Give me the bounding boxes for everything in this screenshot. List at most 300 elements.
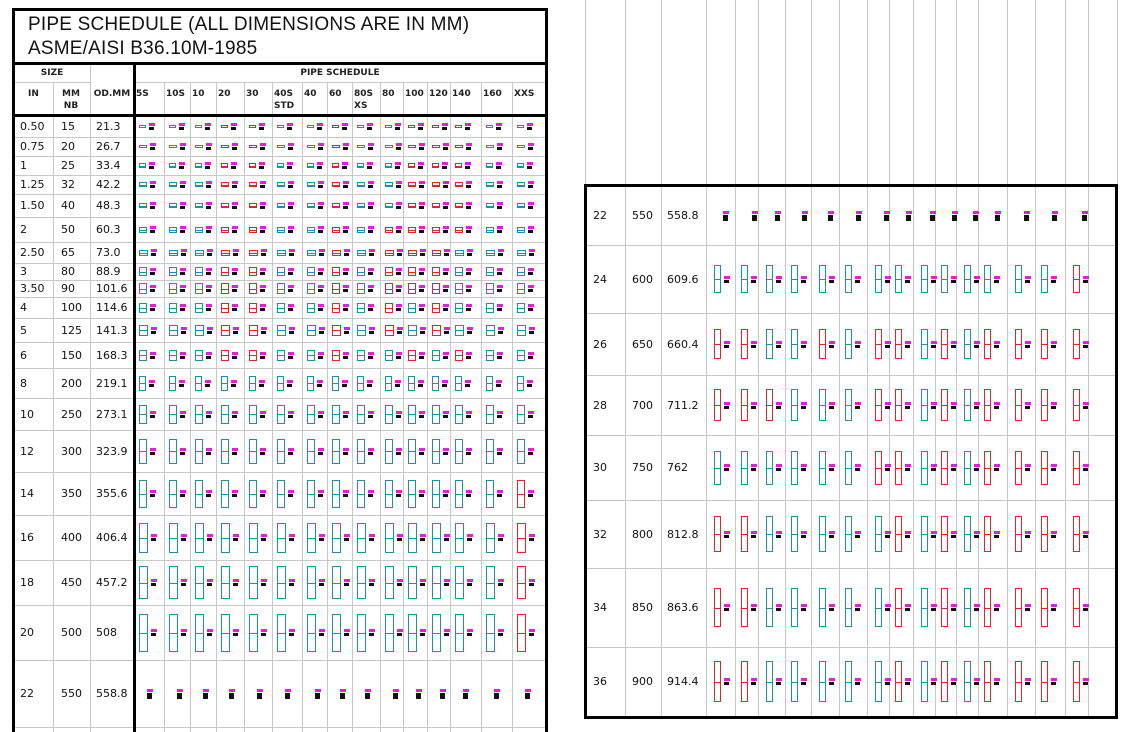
pipe-label <box>318 202 324 209</box>
grid-line <box>867 186 868 716</box>
pipe-outline-icon <box>1041 265 1048 293</box>
pipe-outline-icon <box>357 350 365 361</box>
schedule-label-mark <box>496 127 501 130</box>
pipe-outline-icon <box>486 182 494 187</box>
schedule-label-mark <box>343 185 348 188</box>
pipe-label <box>365 689 371 699</box>
pipe-label <box>396 448 402 455</box>
schedule-label-mark <box>994 535 999 538</box>
pipe-section-icon <box>249 297 266 318</box>
pipe-label <box>232 285 238 292</box>
pipe-section-icon <box>249 368 265 398</box>
pipe-outline-icon <box>221 350 229 361</box>
schedule-label-mark <box>368 415 373 418</box>
pipe-section-icon <box>195 175 212 194</box>
size-label-mark <box>931 604 937 607</box>
cell-size-mm: 65 <box>61 246 75 259</box>
pipe-section-icon <box>895 647 911 716</box>
grid-line <box>585 0 586 186</box>
pipe-outline-icon <box>357 405 365 424</box>
pipe-outline-icon <box>1073 265 1080 293</box>
schedule-label-mark <box>724 468 729 471</box>
pipe-label <box>1051 341 1057 348</box>
pipe-outline-icon <box>432 439 440 464</box>
size-label-mark <box>317 162 323 165</box>
size-label-mark <box>318 304 324 307</box>
size-label-mark <box>419 304 425 307</box>
schedule-label-mark <box>420 331 425 334</box>
schedule-label-mark <box>801 280 806 283</box>
pipe-label <box>206 448 212 455</box>
pipe-label <box>344 579 350 586</box>
schedule-label-mark <box>801 608 806 611</box>
size-label-mark <box>497 226 503 229</box>
size-label-mark <box>1051 464 1057 467</box>
schedule-label-mark <box>529 583 534 586</box>
schedule-label-mark <box>994 345 999 348</box>
pipe-label <box>465 380 471 387</box>
pipe-label <box>801 678 807 685</box>
size-label-mark <box>344 327 350 330</box>
size-label-mark <box>951 678 957 681</box>
schedule-label-mark <box>260 185 265 188</box>
pipe-label <box>855 341 861 348</box>
size-label-mark <box>973 211 979 214</box>
size-label-mark <box>288 352 294 355</box>
size-label-mark <box>229 689 235 692</box>
pipe-outline-icon <box>432 350 440 361</box>
pipe-outline-icon <box>277 614 286 652</box>
pipe-label-only <box>949 186 958 245</box>
pipe-label <box>232 226 238 233</box>
size-label-mark <box>801 531 807 534</box>
pipe-label <box>396 352 402 359</box>
pipe-outline-icon <box>221 566 230 599</box>
schedule-label-mark <box>342 384 347 387</box>
pipe-section-icon <box>455 342 472 368</box>
pipe-outline-icon <box>766 451 773 485</box>
pipe-outline-icon <box>139 182 147 187</box>
pipe-label <box>497 304 503 311</box>
pipe-outline-icon <box>455 250 464 256</box>
pipe-label <box>150 181 156 188</box>
pipe-outline-icon <box>139 163 146 168</box>
size-label-mark <box>420 579 426 582</box>
pipe-label <box>344 249 350 256</box>
pipe-label <box>318 181 324 188</box>
grid-line <box>758 0 759 186</box>
size-label-mark <box>180 448 186 451</box>
schedule-label-mark <box>369 253 374 256</box>
pipe-label <box>527 162 533 169</box>
schedule-label-mark <box>150 230 155 233</box>
schedule-label-mark <box>203 696 208 699</box>
pipe-label <box>206 268 212 275</box>
pipe-outline-icon <box>921 661 928 702</box>
pipe-label <box>994 276 1000 283</box>
pipe-section-icon <box>139 515 157 560</box>
pipe-section-icon <box>845 647 861 716</box>
schedule-label-mark <box>147 696 152 699</box>
cell-size-in: 1.50 <box>20 199 45 212</box>
pipe-label <box>498 629 504 636</box>
schedule-label-mark <box>1025 608 1030 611</box>
schedule-label-mark <box>180 289 185 292</box>
pipe-label <box>801 276 807 283</box>
grid-line <box>978 0 979 186</box>
size-label-mark <box>318 202 324 205</box>
grid-line <box>935 0 936 186</box>
pipe-label <box>467 249 473 256</box>
schedule-label-mark <box>151 253 156 256</box>
pipe-label <box>419 304 425 311</box>
schedule-label-mark <box>368 206 373 209</box>
pipe-label <box>466 181 472 188</box>
schedule-label-mark <box>442 166 447 169</box>
pipe-section-icon <box>385 515 403 560</box>
size-label-mark <box>232 411 238 414</box>
pipe-outline-icon <box>249 566 258 599</box>
pipe-label <box>931 341 937 348</box>
size-label-mark <box>231 123 237 126</box>
pipe-label <box>289 534 295 541</box>
size-label-mark <box>180 304 186 307</box>
pipe-section-icon <box>332 242 350 263</box>
size-label-mark <box>233 249 239 252</box>
schedule-label-mark <box>396 308 401 311</box>
size-label-mark <box>466 181 472 184</box>
pipe-label <box>180 411 186 418</box>
pipe-outline-icon <box>169 182 177 187</box>
header-schedule-120: 120 <box>429 89 448 99</box>
header-od: OD.MM <box>93 89 131 99</box>
pipe-outline-icon <box>139 350 147 361</box>
pipe-outline-icon <box>408 566 417 599</box>
schedule-label-mark <box>442 384 447 387</box>
size-label-mark <box>776 464 782 467</box>
schedule-label-mark <box>885 406 890 409</box>
size-label-mark <box>319 249 325 252</box>
pipe-label <box>288 411 294 418</box>
pipe-section-icon <box>517 263 534 280</box>
size-label-mark <box>885 402 891 405</box>
pipe-section-icon <box>1041 568 1057 647</box>
schedule-label-mark <box>289 331 294 334</box>
pipe-section-icon <box>139 263 156 280</box>
size-label-mark <box>528 143 534 146</box>
schedule-label-mark <box>905 345 910 348</box>
schedule-label-mark <box>419 356 424 359</box>
pipe-label <box>150 352 156 359</box>
size-label-mark <box>974 464 980 467</box>
pipe-section-icon <box>1015 500 1031 568</box>
pipe-section-icon <box>845 375 861 435</box>
schedule-label-mark <box>367 166 372 169</box>
pipe-outline-icon <box>408 439 416 464</box>
size-label-mark <box>420 534 426 537</box>
schedule-label-mark <box>466 308 471 311</box>
schedule-label-mark <box>343 415 348 418</box>
pipe-section-icon <box>845 568 861 647</box>
pipe-outline-icon <box>486 614 495 652</box>
schedule-label-mark <box>905 280 910 283</box>
cell-od-mm: 21.3 <box>96 120 121 133</box>
pipe-outline-icon <box>249 267 257 276</box>
schedule-label-mark <box>151 538 156 541</box>
pipe-label <box>396 411 402 418</box>
pipe-section-icon <box>486 156 502 175</box>
pipe-section-icon <box>486 368 502 398</box>
size-label-mark <box>724 604 730 607</box>
schedule-label-mark <box>368 452 373 455</box>
schedule-label-mark <box>855 682 860 685</box>
schedule-label-mark <box>205 127 210 130</box>
pipe-section-icon <box>455 398 472 430</box>
size-label-mark <box>443 304 449 307</box>
pipe-outline-icon <box>307 325 316 336</box>
pipe-label <box>343 202 349 209</box>
pipe-label <box>318 285 324 292</box>
pipe-outline-icon <box>249 350 257 361</box>
schedule-label-mark <box>855 345 860 348</box>
pipe-outline-icon <box>791 389 798 421</box>
size-label-mark <box>443 352 449 355</box>
pipe-outline-icon <box>169 614 178 652</box>
schedule-label-mark <box>233 633 238 636</box>
pipe-label <box>931 276 937 283</box>
schedule-label-mark <box>319 583 324 586</box>
pipe-outline-icon <box>332 325 341 336</box>
pipe-label <box>829 604 835 611</box>
schedule-label-mark <box>885 345 890 348</box>
schedule-label-mark <box>466 206 471 209</box>
pipe-label <box>289 579 295 586</box>
schedule-label-mark <box>180 272 185 275</box>
schedule-label-mark <box>528 230 533 233</box>
grid-line <box>1035 186 1036 716</box>
size-label-mark <box>344 629 350 632</box>
pipe-label <box>442 380 448 387</box>
schedule-label-mark <box>855 535 860 538</box>
grid-line <box>811 186 812 716</box>
size-label-mark <box>206 181 212 184</box>
pipe-label <box>466 411 472 418</box>
pipe-label <box>528 285 534 292</box>
schedule-label-mark <box>288 230 293 233</box>
pipe-outline-icon <box>357 614 366 652</box>
pipe-section-icon <box>139 368 155 398</box>
schedule-label-mark <box>497 289 502 292</box>
header-schedule-10s: 10S <box>166 89 186 99</box>
size-label-mark <box>497 352 503 355</box>
schedule-label-mark <box>259 166 264 169</box>
schedule-label-mark <box>497 452 502 455</box>
pipe-label <box>343 285 349 292</box>
size-label-mark <box>497 448 503 451</box>
pipe-outline-icon <box>455 325 464 336</box>
pipe-section-icon <box>741 647 757 716</box>
pipe-outline-icon <box>139 405 147 424</box>
size-label-mark <box>181 629 187 632</box>
pipe-label <box>466 490 472 497</box>
pipe-section-icon <box>277 472 294 515</box>
pipe-section-icon <box>741 375 757 435</box>
pipe-label <box>444 534 450 541</box>
schedule-label-mark <box>723 218 728 221</box>
schedule-label-mark <box>855 406 860 409</box>
pipe-label <box>444 629 450 636</box>
grid-line <box>913 0 914 186</box>
grid-line <box>133 62 136 732</box>
pipe-label <box>396 304 402 311</box>
pipe-label <box>443 448 449 455</box>
pipe-outline-icon <box>195 566 204 599</box>
pipe-outline-icon <box>195 350 203 361</box>
pipe-outline-icon <box>195 439 203 464</box>
pipe-outline-icon <box>195 182 203 187</box>
pipe-section-icon <box>766 568 782 647</box>
pipe-label <box>318 352 324 359</box>
pipe-outline-icon <box>875 389 882 421</box>
schedule-label-mark <box>751 280 756 283</box>
size-label-mark <box>723 211 729 214</box>
pipe-label <box>397 327 403 334</box>
pipe-label <box>396 226 402 233</box>
schedule-label-mark <box>419 452 424 455</box>
schedule-label-mark <box>231 384 236 387</box>
size-label-mark <box>150 448 156 451</box>
schedule-label-mark <box>367 127 372 130</box>
pipe-section-icon <box>277 368 293 398</box>
pipe-section-icon <box>332 430 349 472</box>
pipe-outline-icon <box>432 267 440 276</box>
size-label-mark <box>905 604 911 607</box>
pipe-outline-icon <box>517 566 526 599</box>
pipe-outline-icon <box>432 227 440 233</box>
pipe-outline-icon <box>714 661 721 702</box>
schedule-label-mark <box>289 253 294 256</box>
size-label-mark <box>203 689 209 692</box>
pipe-outline-icon <box>139 566 148 599</box>
schedule-label-mark <box>497 415 502 418</box>
grid-line <box>164 82 165 732</box>
header-mm-nb: MM NB <box>62 89 80 111</box>
schedule-label-mark <box>466 452 471 455</box>
pipe-label-only <box>390 660 399 727</box>
grid-line <box>1065 186 1066 716</box>
schedule-label-mark <box>951 468 956 471</box>
schedule-label-mark <box>951 535 956 538</box>
pipe-label-only <box>799 186 808 245</box>
pipe-outline-icon <box>332 439 340 464</box>
pipe-outline-icon <box>357 250 366 256</box>
pipe-outline-icon <box>332 283 340 294</box>
schedule-label-mark <box>397 583 402 586</box>
pipe-outline-icon <box>941 389 948 421</box>
pipe-section-icon <box>517 368 533 398</box>
pipe-outline-icon <box>249 182 257 187</box>
schedule-label-mark <box>318 356 323 359</box>
pipe-label <box>418 162 424 169</box>
schedule-label-mark <box>528 494 533 497</box>
cell-size-mm: 750 <box>632 461 653 474</box>
pipe-section-icon <box>277 263 294 280</box>
pipe-label <box>951 341 957 348</box>
grid-line <box>758 186 759 716</box>
size-label-mark <box>181 579 187 582</box>
schedule-label-mark <box>528 289 533 292</box>
pipe-section-icon <box>408 430 425 472</box>
pipe-outline-icon <box>249 523 258 553</box>
pipe-outline-icon <box>307 523 316 553</box>
pipe-label <box>885 531 891 538</box>
pipe-section-icon <box>221 342 238 368</box>
pipe-section-icon <box>432 605 450 660</box>
size-label-mark <box>288 411 294 414</box>
pipe-label <box>232 411 238 418</box>
schedule-label-mark <box>443 206 448 209</box>
pipe-section-icon <box>964 375 980 435</box>
size-label-mark <box>343 490 349 493</box>
schedule-label-mark <box>776 406 781 409</box>
schedule-label-mark <box>974 608 979 611</box>
cell-od-mm: 219.1 <box>96 376 128 390</box>
pipe-label <box>179 162 185 169</box>
pipe-label <box>527 380 533 387</box>
size-label-mark <box>151 534 157 537</box>
pipe-label <box>288 143 294 150</box>
schedule-label-mark <box>343 289 348 292</box>
cell-size-in: 28 <box>593 398 607 412</box>
schedule-label-mark <box>318 147 323 150</box>
size-label-mark <box>443 143 449 146</box>
pipe-label <box>1025 604 1031 611</box>
pipe-outline-icon <box>357 182 365 187</box>
schedule-label-mark <box>149 384 154 387</box>
schedule-label-mark <box>1051 406 1056 409</box>
size-label-mark <box>288 181 294 184</box>
pipe-label <box>396 285 402 292</box>
pipe-label <box>751 341 757 348</box>
size-label-mark <box>497 285 503 288</box>
pipe-outline-icon <box>819 516 826 552</box>
pipe-label <box>418 380 424 387</box>
pipe-section-icon <box>357 515 375 560</box>
pipe-label <box>395 380 401 387</box>
size-label-mark <box>150 285 156 288</box>
size-label-mark <box>315 689 321 692</box>
pipe-section-icon <box>139 175 156 194</box>
cell-size-in: 12 <box>20 444 34 458</box>
size-label-mark <box>1051 276 1057 279</box>
schedule-label-mark <box>443 147 448 150</box>
header-size: SIZE <box>40 68 64 78</box>
pipe-section-icon <box>307 116 323 137</box>
pipe-label <box>343 268 349 275</box>
pipe-outline-icon <box>455 182 463 187</box>
pipe-section-icon <box>357 398 374 430</box>
pipe-section-icon <box>307 297 324 318</box>
pipe-outline-icon <box>1041 661 1048 702</box>
pipe-label <box>367 123 373 130</box>
size-label-mark <box>905 678 911 681</box>
pipe-outline-icon <box>517 203 525 208</box>
size-label-mark <box>397 534 403 537</box>
size-label-mark <box>343 143 349 146</box>
pipe-outline-icon <box>1073 588 1080 627</box>
pipe-outline-icon <box>169 566 178 599</box>
schedule-label-mark <box>150 452 155 455</box>
